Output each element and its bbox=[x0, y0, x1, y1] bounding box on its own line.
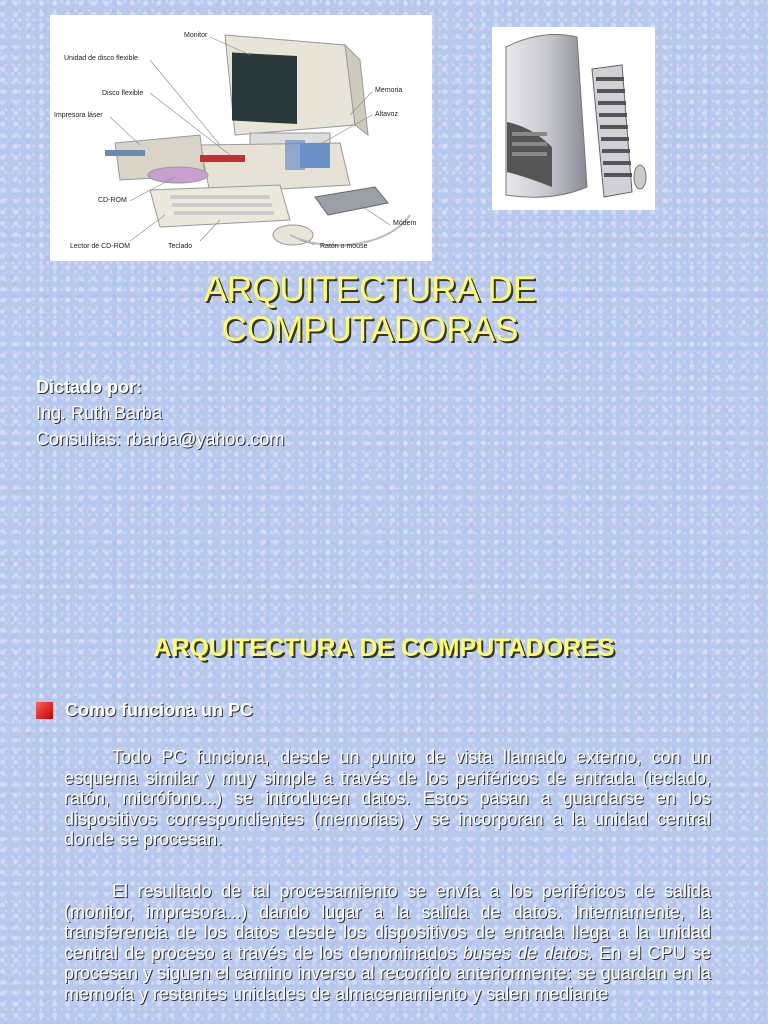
diagram-label-keyboard: Teclado bbox=[168, 243, 193, 250]
contact-email: Consultas: rbarba@yahoo.com bbox=[36, 429, 285, 449]
diagram-label-cd-reader: Lector de CD-ROM bbox=[70, 243, 130, 250]
diagram-label-monitor: Monitor bbox=[184, 32, 208, 39]
bullet-square-icon bbox=[36, 702, 53, 719]
slide-2 bbox=[0, 600, 768, 1024]
diagram-label-modem: Módem bbox=[393, 220, 417, 227]
diagram-label-floppy-unit: Unidad de disco flexible bbox=[64, 55, 138, 62]
author-info bbox=[36, 374, 284, 452]
paragraph-2-emphasis: buses de datos bbox=[462, 942, 588, 963]
desktop-tower-image bbox=[492, 27, 655, 210]
title-line-1: ARQUITECTURA DE bbox=[203, 270, 537, 309]
paragraph-2-part-b: . En el CPU se procesan y siguen el camino inverso al recorrido anteriormente: se guardan en la memoria y restantes unidades de almacenamiento y salen mediante bbox=[64, 942, 711, 1004]
diagram-label-mouse: Ratón o mouse bbox=[320, 243, 368, 250]
bullet-item bbox=[36, 700, 253, 721]
diagram-label-cdrom: CD-ROM bbox=[98, 197, 127, 204]
diagram-label-speaker: Altavoz bbox=[375, 111, 398, 118]
diagram-label-printer: Impresora láser bbox=[54, 112, 103, 119]
bullet-text: Como funciona un PC bbox=[65, 700, 253, 720]
computer-diagram-illustration bbox=[50, 15, 432, 261]
diagram-label-memory: Memoria bbox=[375, 87, 403, 94]
diagram-label-floppy: Disco flexible bbox=[102, 90, 144, 97]
section-title: ARQUITECTURA DE COMPUTADORES bbox=[153, 634, 615, 662]
author-name: Ing. Ruth Barba bbox=[36, 403, 163, 423]
dictado-label: Dictado por: bbox=[36, 377, 142, 397]
paragraph-2-part-a: El resultado de tal procesamiento se envía a los periféricos de salida (monitor, impresora...) dando lugar a la salida de datos. Internamente, la transferencia de los datos desde los dispositivos de entrada llega a la unidad central de proceso a través de los denominados bbox=[64, 881, 711, 963]
paragraph-1: Todo PC funciona, desde un punto de vista llamado externo, con un esquema similar y muy simple a través de los periféricos de entrada (teclado, ratón, micrófono...) se introducen datos. Estos pasan a guardarse en los dispositivos correspondientes (memorias) y se incorporan a la unidad central donde se procesan. bbox=[64, 747, 711, 849]
paragraph-2 bbox=[64, 881, 711, 1004]
presentation-title bbox=[110, 270, 630, 350]
computer-diagram-image bbox=[50, 15, 432, 261]
tower-keyboard-illustration bbox=[492, 27, 655, 210]
title-line-2: COMPUTADORAS bbox=[221, 310, 519, 349]
